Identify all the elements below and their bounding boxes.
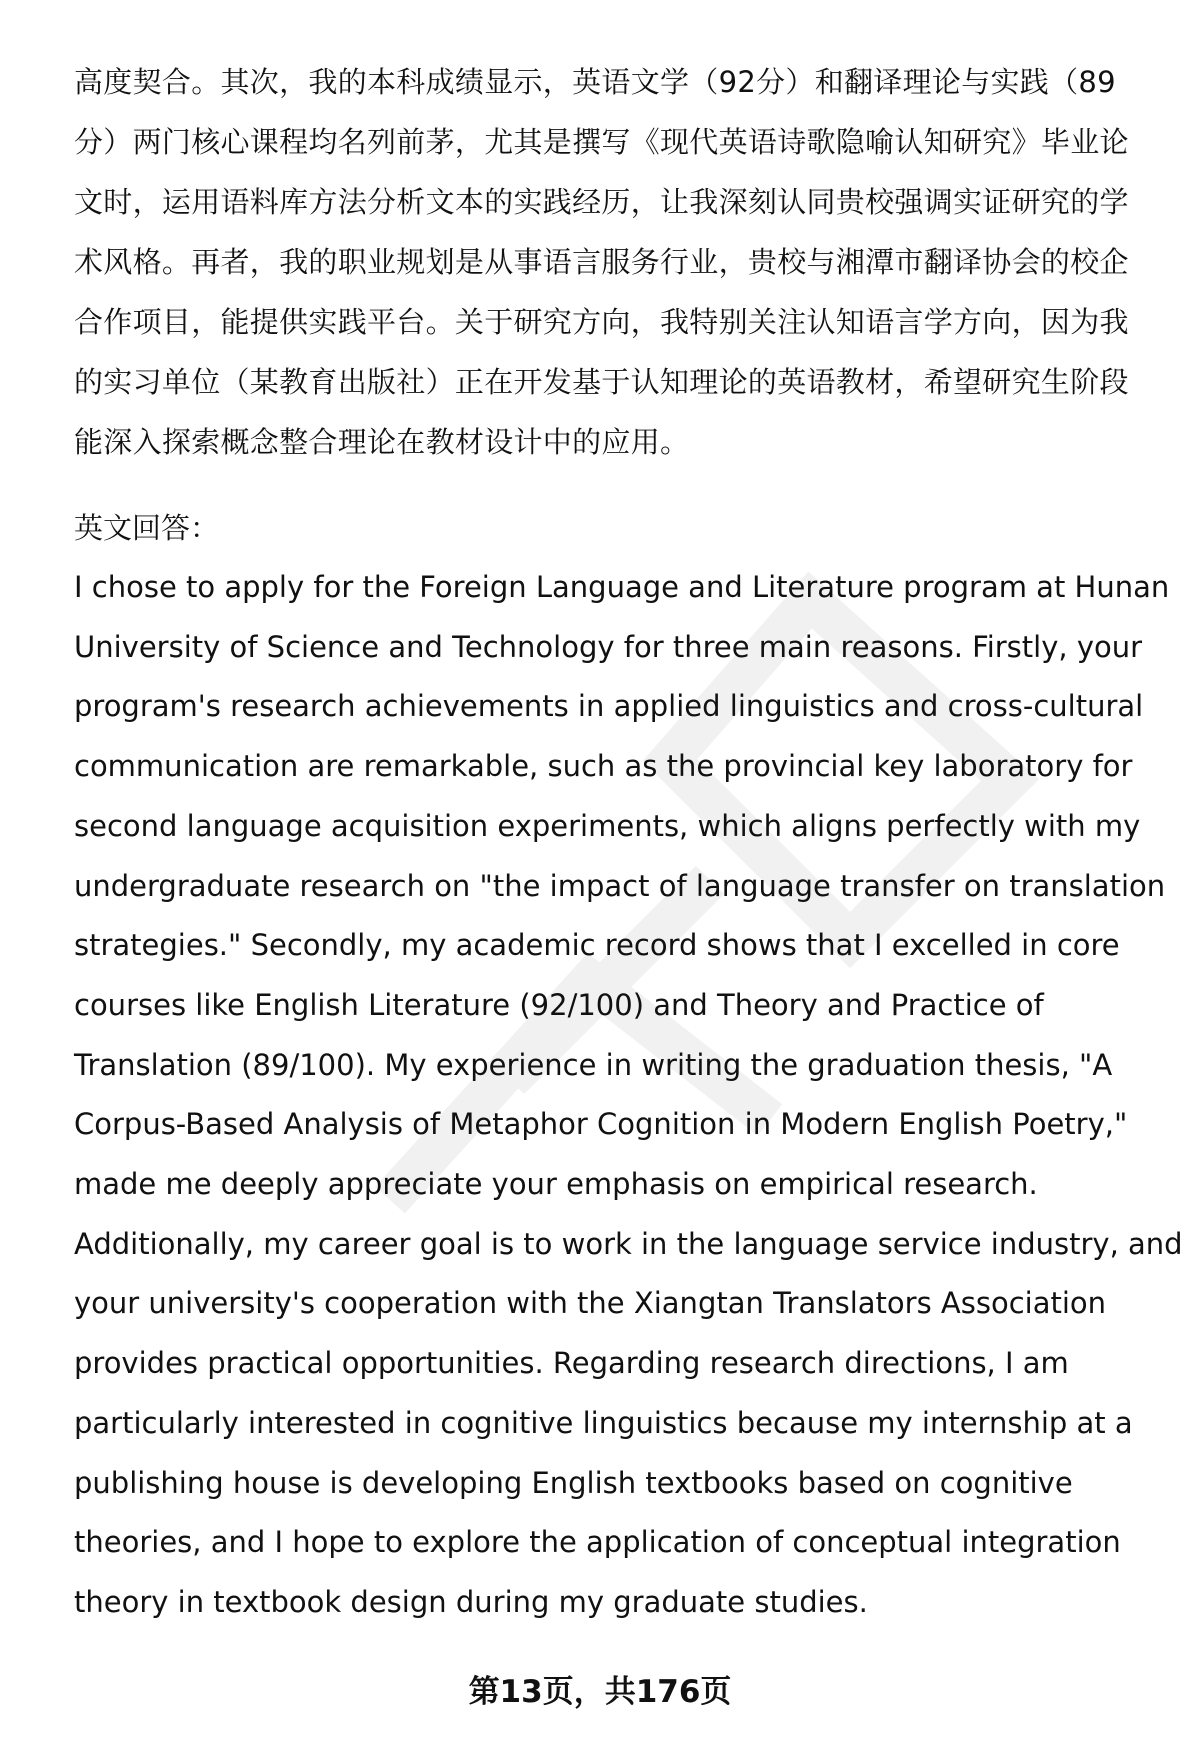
- text-line: theories, and I hope to explore the application of conceptual integration: [74, 1525, 1121, 1560]
- text-line: 的实习单位（某教育出版社）正在开发基于认知理论的英语教材，希望研究生阶段: [74, 365, 1129, 399]
- text-line: 合作项目，能提供实践平台。关于研究方向，我特别关注认知语言学方向，因为我: [74, 305, 1129, 339]
- text-line: your university's cooperation with the Xiangtan Translators Association: [74, 1286, 1107, 1321]
- text-line: publishing house is developing English textbooks based on cognitive: [74, 1465, 1073, 1500]
- page-number-footer: 第13页，共176页: [468, 1674, 732, 1710]
- text-line: Translation (89/100). My experience in writing the graduation thesis, "A: [74, 1047, 1113, 1082]
- text-line: Corpus-Based Analysis of Metaphor Cognition in Modern English Poetry,": [74, 1107, 1128, 1142]
- text-line: Additionally, my career goal is to work in the language service industry, and: [74, 1226, 1183, 1261]
- text-line: undergraduate research on "the impact of language transfer on translation: [74, 868, 1166, 903]
- text-line: 分）两门核心课程均名列前茅，尤其是撰写《现代英语诗歌隐喻认知研究》毕业论: [74, 125, 1129, 159]
- text-line: theory in textbook design during my graduate studies.: [74, 1584, 868, 1619]
- text-line: second language acquisition experiments, which aligns perfectly with my: [74, 808, 1141, 843]
- chinese-paragraph: [74, 52, 1154, 472]
- text-line: courses like English Literature (92/100) and Theory and Practice of: [74, 987, 1044, 1022]
- text-line: 文时，运用语料库方法分析文本的实践经历，让我深刻认同贵校强调实证研究的学: [74, 185, 1129, 219]
- document-content: [74, 52, 1183, 1633]
- text-line: 术风格。再者，我的职业规划是从事语言服务行业，贵校与湘潭市翻译协会的校企: [74, 245, 1129, 279]
- text-line: 高度契合。其次，我的本科成绩显示，英语文学（92分）和翻译理论与实践（89: [74, 65, 1116, 99]
- text-line: strategies." Secondly, my academic record shows that I excelled in core: [74, 928, 1120, 963]
- text-line: University of Science and Technology for three main reasons. Firstly, your: [74, 629, 1143, 664]
- text-line: provides practical opportunities. Regarding research directions, I am: [74, 1346, 1069, 1381]
- text-line: made me deeply appreciate your emphasis on empirical research.: [74, 1167, 1038, 1202]
- english-paragraph: [74, 558, 1183, 1633]
- text-line: program's research achievements in applied linguistics and cross-cultural: [74, 689, 1144, 724]
- text-line: communication are remarkable, such as the provincial key laboratory for: [74, 749, 1133, 784]
- text-line: 能深入探索概念整合理论在教材设计中的应用。: [74, 425, 690, 459]
- english-answer-heading: 英文回答：: [74, 511, 220, 545]
- text-line: I chose to apply for the Foreign Language and Literature program at Hunan: [74, 570, 1170, 604]
- text-line: particularly interested in cognitive linguistics because my internship at a: [74, 1405, 1133, 1440]
